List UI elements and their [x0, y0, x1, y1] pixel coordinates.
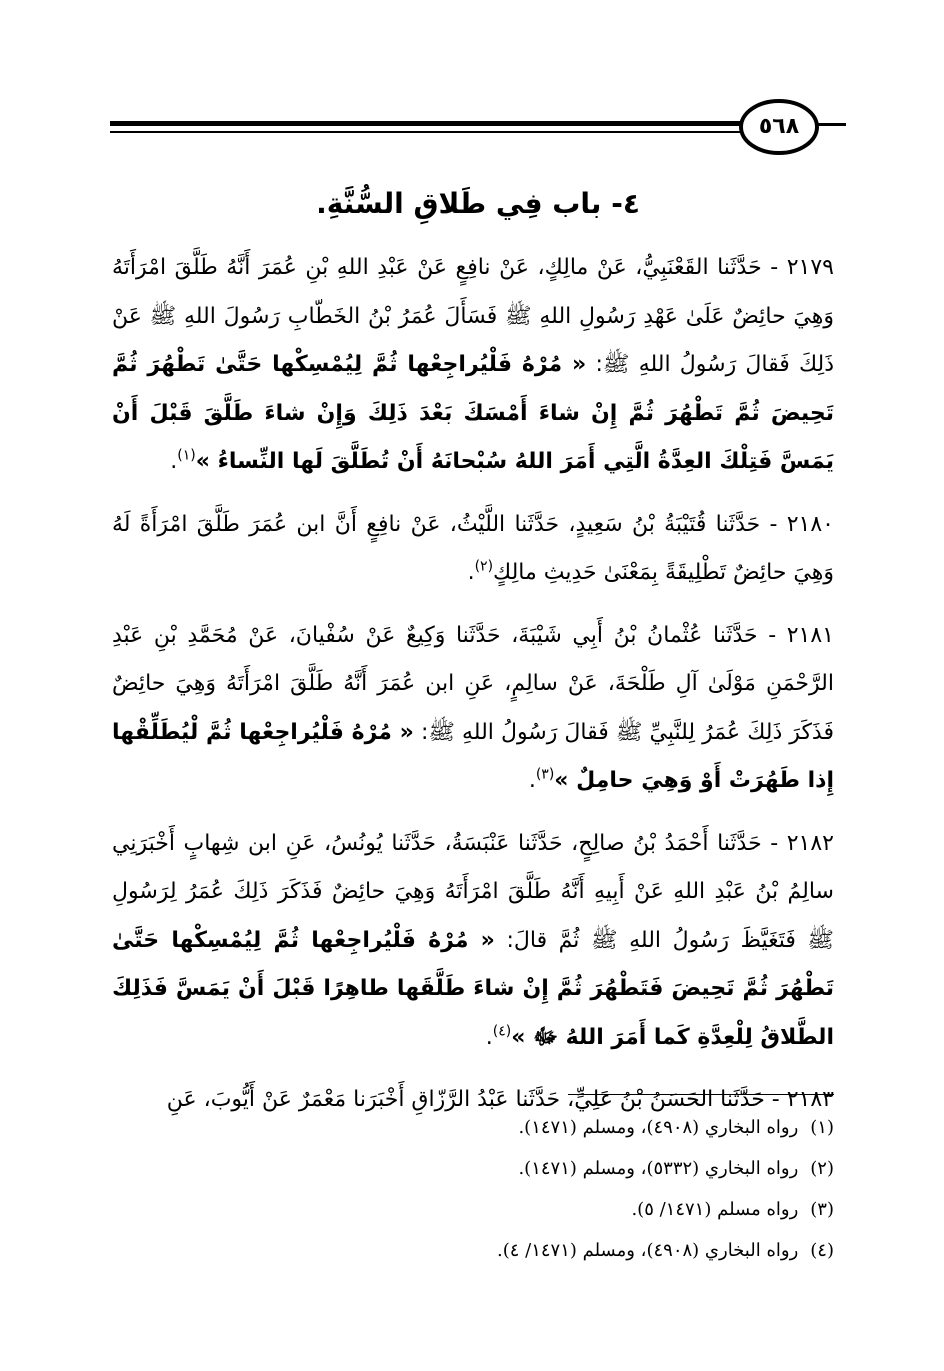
page-number: ٥٦٨ — [758, 114, 800, 139]
footnote-3 — [112, 1189, 834, 1230]
footnote-text: رواه البخاري (٥٣٣٢)، ومسلم (١٤٧١). — [518, 1158, 799, 1179]
hadith-quote: « مُرْهُ فَلْيُراجِعْها ثُمَّ لْيُطَلِّقْها إِذا طَهُرَتْ أَوْ وَهِيَ حامِلٌ » — [112, 719, 834, 793]
footnote-number: (٢) — [810, 1158, 834, 1179]
hadith-quote: « مُرْهُ فَلْيُراجِعْها ثُمَّ لِيُمْسِكْها حَتَّىٰ تَطْهُرَ ثُمَّ تَحِيضَ ثُمَّ تَطْهُرَ ثُمَّ إِنْ شاءَ أَمْسَكَ بَعْدَ ذَلِكَ وَإِنْ شاءَ طَلَّقَ قَبْلَ أَنْ يَمَسَّ فَتِلْكَ العِدَّةُ الَّتِي أَمَرَ اللهُ سُبْحانَهُ أَنْ تُطَلَّقَ لَها النِّساءُ » — [112, 352, 834, 474]
footnote-1 — [112, 1107, 834, 1148]
footnote-number: (٣) — [810, 1199, 834, 1220]
footnote-text: رواه البخاري (٤٩٠٨)، ومسلم (١٤٧١). — [518, 1117, 799, 1138]
hadith-2180 — [112, 501, 834, 598]
hadith-end: . — [528, 768, 536, 793]
footnote-ref: (٤) — [492, 1023, 512, 1040]
hadith-text: ٢١٨٣ - حَدَّثَنا الحَسَنُ بْنُ عَلِيٍّ، حَدَّثَنا عَبْدُ الرَّزّاقِ أَخْبَرَنا مَعْمَرٌ عَنْ أَيُّوبَ، عَنِ — [166, 1087, 834, 1112]
hadith-text: ٢١٧٩ - حَدَّثَنا القَعْنَبِيُّ، عَنْ مالِكٍ، عَنْ نافِعٍ عَنْ عَبْدِ اللهِ بْنِ عُمَرَ أَنَّهُ طَلَّقَ امْرَأَتَهُ وَهِيَ حائِضٌ عَلَىٰ عَهْدِ رَسُولِ اللهِ ﷺ فَسَأَلَ عُمَرُ بْنُ الخَطّابِ رَسُولَ اللهِ ﷺ عَنْ ذَلِكَ فَقالَ رَسُولُ اللهِ ﷺ: — [112, 255, 834, 377]
footnote-2 — [112, 1148, 834, 1189]
footnote-number: (١) — [810, 1117, 834, 1138]
footnote-ref: (٢) — [474, 558, 494, 575]
footnote-text: رواه مسلم (١٤٧١/ ٥). — [631, 1199, 799, 1220]
hadith-2179 — [112, 244, 834, 487]
header-rule-ornament — [110, 95, 846, 159]
hadith-2182 — [112, 820, 834, 1063]
footnote-divider — [568, 1094, 834, 1095]
chapter-title: ٤- باب فِي طَلاقِ السُّنَّةِ. — [316, 187, 640, 220]
hadith-text: ٢١٨١ - حَدَّثَنا عُثْمانُ بْنُ أَبِي شَيْبَةَ، حَدَّثَنا وَكِيعٌ عَنْ سُفْيانَ، عَنْ مُحَمَّدِ بْنِ عَبْدِ الرَّحْمَنِ مَوْلَىٰ آلِ طَلْحَةَ، عَنْ سالِمٍ، عَنِ ابن عُمَرَ أَنَّهُ طَلَّقَ امْرَأَتَهُ وَهِيَ حائِضٌ فَذَكَرَ ذَلِكَ عُمَرُ لِلنَّبِيِّ ﷺ فَقالَ رَسُولُ اللهِ ﷺ: — [112, 622, 834, 745]
hadith-quote: « مُرْهُ فَلْيُراجِعْها ثُمَّ لِيُمْسِكْها حَتَّىٰ تَطْهُرَ ثُمَّ تَحِيضَ فَتَطْهُرَ ثُمَّ إِنْ شاءَ طَلَّقَها طاهِرًا قَبْلَ أَنْ يَمَسَّ فَذَلِكَ الطَّلاقُ لِلْعِدَّةِ كَما أَمَرَ اللهُ ﷻ » — [112, 927, 834, 1050]
hadith-text: ٢١٨٢ - حَدَّثَنا أَحْمَدُ بْنُ صالِحٍ، حَدَّثَنا عَنْبَسَةُ، حَدَّثَنا يُونُسُ، عَنِ ابن شِهابٍ أَخْبَرَنِي سالِمُ بْنُ عَبْدِ اللهِ عَنْ أَبِيهِ أَنَّهُ طَلَّقَ امْرَأَتَهُ وَهِيَ حائِضٌ فَذَكَرَ ذَلِكَ عُمَرُ لِرَسُولِ ﷺ فَتَغَيَّظَ رَسُولُ اللهِ ﷺ ثُمَّ قالَ: — [112, 830, 835, 953]
hadith-end: . — [467, 560, 475, 585]
main-text — [112, 244, 834, 1139]
hadith-end: . — [170, 449, 178, 474]
page-header — [110, 95, 846, 159]
footnote-text: رواه البخاري (٤٩٠٨)، ومسلم (١٤٧١/ ٤). — [496, 1240, 799, 1261]
footnote-4 — [112, 1230, 834, 1271]
footnote-ref: (٣) — [535, 766, 555, 783]
hadith-text: ٢١٨٠ - حَدَّثَنا قُتَيْبَةُ بْنُ سَعِيدٍ، حَدَّثَنا اللَّيْثُ، عَنْ نافِعٍ أَنَّ ابن عُمَرَ طَلَّقَ امْرَأَةً لَهُ وَهِيَ حائِضٌ تَطْلِيقَةً بِمَعْنَىٰ حَدِيثِ مالِكٍ — [112, 511, 834, 585]
hadith-2181 — [112, 612, 834, 806]
footnote-ref: (١) — [177, 447, 196, 464]
hadith-end: . — [485, 1024, 493, 1050]
footnote-number: (٤) — [810, 1240, 834, 1261]
footnotes — [112, 1094, 834, 1271]
